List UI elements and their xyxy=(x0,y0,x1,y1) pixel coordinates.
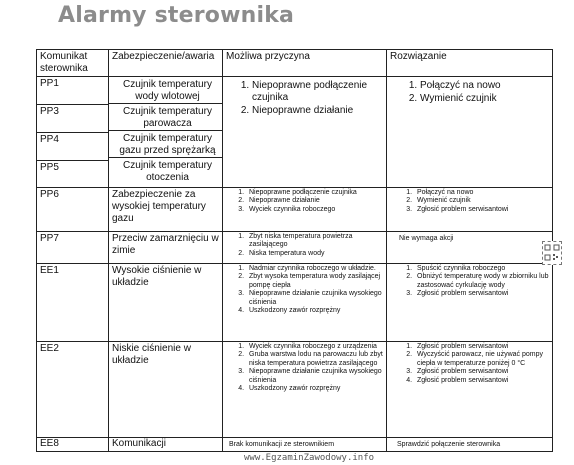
list-item: 1. Wyciek czynnika roboczego z urządzenia xyxy=(246,343,383,351)
table-row xyxy=(37,264,553,342)
code-pp7: PP7 xyxy=(37,232,109,264)
table-row xyxy=(37,77,553,188)
cause-cell xyxy=(223,77,387,188)
qr-code-graphic xyxy=(543,242,561,264)
solution-cell xyxy=(387,264,553,342)
list-item: 3. Zgłosić problem serwisantowi xyxy=(414,290,549,298)
protection-ee8: Komunikacji xyxy=(109,438,223,452)
list-item: 4. Uszkodzony zawór rozprężny xyxy=(246,307,383,315)
table-row xyxy=(37,438,553,452)
protection-ee2: Niskie ciśnienie w układzie xyxy=(109,342,223,438)
alarms-table xyxy=(36,49,553,452)
table-row xyxy=(37,342,553,438)
cause-cell xyxy=(223,188,387,232)
header-protection: Zabezpieczenie/awaria xyxy=(109,50,223,77)
cause-list xyxy=(226,233,383,258)
header-cause: Możliwa przyczyna xyxy=(223,50,387,77)
code-cell xyxy=(37,77,109,188)
solution-cell xyxy=(387,77,553,188)
code-ee8: EE8 xyxy=(37,438,109,452)
code-ee2: EE2 xyxy=(37,342,109,438)
list-item: 3. Niepoprawne działanie czujnika wysokiego ciśnienia xyxy=(246,290,383,307)
code-pp5: PP5 xyxy=(40,162,59,173)
list-item: 1. Niepoprawne podłączenie czujnika xyxy=(252,80,383,104)
list-item: 1. Połączyć na nowo xyxy=(420,80,549,92)
qr-code-icon xyxy=(542,241,562,265)
list-item: 1. Nadmiar czynnika roboczego w układzie. xyxy=(246,265,383,273)
cause-cell xyxy=(223,264,387,342)
cause-list xyxy=(226,265,383,315)
code-pp6: PP6 xyxy=(37,188,109,232)
cause-ee8: Brak komunikacji ze sterownikiem xyxy=(223,438,387,452)
protection-pp7: Przeciw zamarznięciu w zimie xyxy=(109,232,223,264)
table-row xyxy=(37,188,553,232)
header-code: Komunikat sterownika xyxy=(37,50,109,77)
code-pp4: PP4 xyxy=(37,133,108,161)
list-item: 2. Niepoprawne działanie xyxy=(252,105,383,117)
header-row xyxy=(37,50,553,77)
list-item: 1. Zgłosić problem serwisantowi xyxy=(414,343,549,351)
list-item: 3. Zgłosić problem serwisantowi xyxy=(414,368,549,376)
solution-list xyxy=(390,80,549,105)
list-item: 1. Niepoprawne podłączenie czujnika xyxy=(246,189,383,197)
watermark: www.EgzaminZawodowy.info xyxy=(244,453,375,463)
solution-list xyxy=(390,265,549,299)
protection-cell xyxy=(109,77,223,188)
list-item: 2. Zbyt wysoka temperatura wody zasilającej pompę ciepła xyxy=(246,273,383,290)
page-title: Alarmy sterownika xyxy=(58,3,295,28)
list-item: 4. Zgłosić problem serwisantowi xyxy=(414,377,549,385)
list-item: 3. Wyciek czynnika roboczego xyxy=(246,206,383,214)
list-item: 2. Gruba warstwa lodu na parowaczu lub zbyt niska temperatura powietrza zasilającego xyxy=(246,351,383,368)
solution-pp7: Nie wymaga akcji xyxy=(387,232,553,264)
list-item: 2. Wymienić czujnik xyxy=(420,93,549,105)
cause-list xyxy=(226,80,383,117)
list-item: 1. Spuścić czynnika roboczego xyxy=(414,265,549,273)
solution-cell xyxy=(387,188,553,232)
protection-pp5: Czujnik temperatury otoczenia xyxy=(123,160,212,183)
solution-list xyxy=(390,343,549,385)
table-row xyxy=(37,232,553,264)
list-item: 3. Niepoprawne działanie czujnika wysokiego ciśnienia xyxy=(246,368,383,385)
list-item: 4. Uszkodzony zawór rozprężny xyxy=(246,385,383,393)
cause-list xyxy=(226,343,383,393)
list-item: 3. Zgłosić problem serwisantowi xyxy=(414,206,549,214)
protection-ee1: Wysokie ciśnienie w układzie xyxy=(109,264,223,342)
list-item: 2. Obniżyć temperaturę wody w zbiorniku lub zastosować cyrkulację wody xyxy=(414,273,549,290)
code-ee1: EE1 xyxy=(37,264,109,342)
list-item: 1. Zbyt niska temperatura powietrza zasilającego xyxy=(246,233,383,250)
solution-ee8: Sprawdzić połączenie sterownika xyxy=(387,438,553,452)
list-item: 2. Niska temperatura wody xyxy=(246,250,383,258)
cause-cell xyxy=(223,342,387,438)
header-solution: Rozwiązanie xyxy=(387,50,553,77)
protection-pp3: Czujnik temperatury parowacza xyxy=(109,104,222,131)
list-item: 1. Połączyć na nowo xyxy=(414,189,549,197)
solution-list xyxy=(390,189,549,214)
cause-cell xyxy=(223,232,387,264)
code-pp3: PP3 xyxy=(37,105,108,133)
list-item: 2. Wymienić czujnik xyxy=(414,197,549,205)
list-item: 2. Wyczyścić parowacz, nie używać pompy ciepła w temperaturze poniżej 0 °C xyxy=(414,351,549,368)
solution-cell xyxy=(387,342,553,438)
list-item: 2. Niepoprawne działanie xyxy=(246,197,383,205)
protection-pp6: Zabezpieczenie za wysokiej temperatury gazu xyxy=(109,188,223,232)
code-pp1: PP1 xyxy=(37,77,108,105)
protection-pp4: Czujnik temperatury gazu przed sprężarką xyxy=(109,131,222,158)
cause-list xyxy=(226,189,383,214)
protection-pp1: Czujnik temperatury wody wlotowej xyxy=(109,77,222,104)
